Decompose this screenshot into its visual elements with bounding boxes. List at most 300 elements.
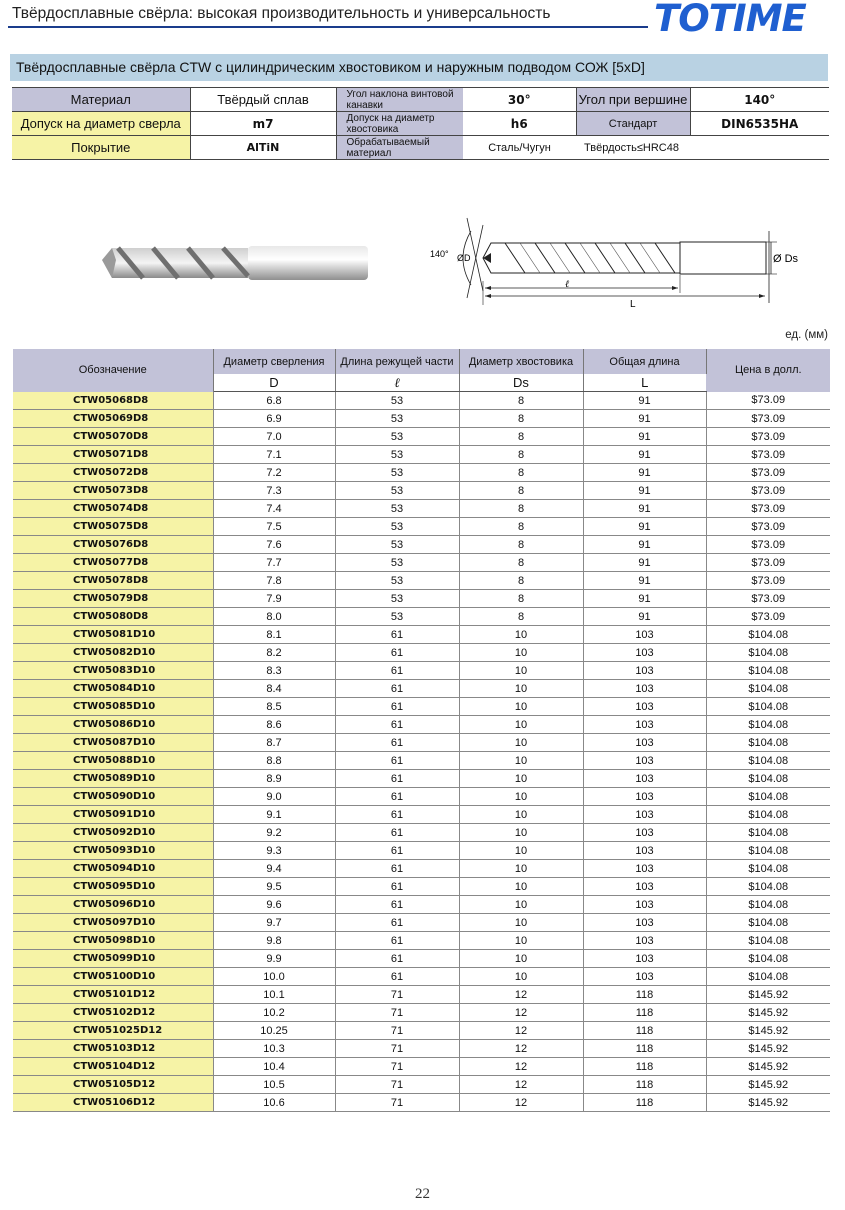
- total-length-cell: 103: [583, 752, 706, 770]
- table-row: [13, 410, 830, 428]
- drill-diameter-cell: 9.8: [213, 932, 335, 950]
- material-value: Твёрдый сплав: [190, 88, 336, 112]
- price-cell: $73.09: [706, 554, 830, 572]
- section-title: Твёрдосплавные свёрла CTW с цилиндрическим хвостовиком и наружным подводом СОЖ [5xD]: [16, 59, 645, 75]
- shank-diameter-cell: 10: [459, 806, 583, 824]
- header-rule: [8, 26, 648, 28]
- header-price: Цена в долл.: [706, 349, 830, 392]
- header-total-length: Общая длина: [583, 349, 706, 374]
- product-code-cell: CTW05068D8: [13, 392, 213, 410]
- header-cut-length: Длина режущей части: [335, 349, 459, 374]
- drill-diameter-cell: 8.3: [213, 662, 335, 680]
- cut-length-cell: 53: [335, 572, 459, 590]
- shank-diameter-cell: 10: [459, 788, 583, 806]
- symbol-total-l: L: [583, 374, 706, 392]
- shank-diameter-cell: 10: [459, 932, 583, 950]
- shank-diameter-cell: 8: [459, 464, 583, 482]
- product-code-cell: CTW05099D10: [13, 950, 213, 968]
- product-code-cell: CTW05104D12: [13, 1058, 213, 1076]
- cut-length-cell: 71: [335, 1004, 459, 1022]
- cut-length-cell: 53: [335, 500, 459, 518]
- product-code-cell: CTW05106D12: [13, 1094, 213, 1112]
- shank-diameter-cell: 10: [459, 662, 583, 680]
- page-number: 22: [415, 1186, 430, 1202]
- shank-diameter-cell: 10: [459, 842, 583, 860]
- drill-diameter-cell: 7.2: [213, 464, 335, 482]
- price-cell: $145.92: [706, 1040, 830, 1058]
- cut-length-cell: 71: [335, 1094, 459, 1112]
- drill-diameter-cell: 9.5: [213, 878, 335, 896]
- table-row: [13, 428, 830, 446]
- table-row: [13, 770, 830, 788]
- helix-value: 30°: [463, 88, 576, 112]
- drill-diameter-cell: 8.8: [213, 752, 335, 770]
- shank-diameter-cell: 10: [459, 734, 583, 752]
- table-row: [13, 500, 830, 518]
- price-cell: $104.08: [706, 824, 830, 842]
- price-cell: $73.09: [706, 446, 830, 464]
- total-length-cell: 118: [583, 986, 706, 1004]
- product-code-cell: CTW05080D8: [13, 608, 213, 626]
- total-length-cell: 91: [583, 428, 706, 446]
- total-length-cell: 103: [583, 698, 706, 716]
- shank-diameter-cell: 8: [459, 446, 583, 464]
- workpiece-label: Обрабатываемый материал: [336, 136, 463, 160]
- drill-diameter-cell: 10.25: [213, 1022, 335, 1040]
- table-row: [13, 644, 830, 662]
- table-row: [13, 752, 830, 770]
- total-length-text: L: [630, 299, 636, 310]
- product-code-cell: CTW05084D10: [13, 680, 213, 698]
- standard-value: DIN6535HA: [690, 112, 829, 136]
- drill-diameter-cell: 7.6: [213, 536, 335, 554]
- price-cell: $73.09: [706, 590, 830, 608]
- cut-length-cell: 61: [335, 662, 459, 680]
- product-code-cell: CTW05086D10: [13, 716, 213, 734]
- header-designation: Обозначение: [13, 349, 213, 392]
- product-code-cell: CTW05089D10: [13, 770, 213, 788]
- product-code-cell: CTW05078D8: [13, 572, 213, 590]
- drill-diameter-cell: 7.4: [213, 500, 335, 518]
- shank-diameter-cell: 10: [459, 680, 583, 698]
- total-length-cell: 91: [583, 392, 706, 410]
- product-code-cell: CTW05071D8: [13, 446, 213, 464]
- table-row: [13, 518, 830, 536]
- table-row: [13, 446, 830, 464]
- svg-text:TOTIME: TOTIME: [654, 0, 806, 34]
- shank-diameter-cell: 8: [459, 410, 583, 428]
- product-code-cell: CTW05075D8: [13, 518, 213, 536]
- point-angle-label: Угол при вершине: [576, 88, 690, 112]
- table-row: [13, 626, 830, 644]
- product-code-cell: CTW05088D10: [13, 752, 213, 770]
- drill-diameter-cell: 10.3: [213, 1040, 335, 1058]
- table-row: [13, 860, 830, 878]
- cut-length-cell: 61: [335, 950, 459, 968]
- drill-photo: [98, 240, 378, 289]
- price-cell: $104.08: [706, 680, 830, 698]
- price-cell: $104.08: [706, 950, 830, 968]
- price-cell: $104.08: [706, 860, 830, 878]
- product-code-cell: CTW05070D8: [13, 428, 213, 446]
- header-shank: Диаметр хвостовика: [459, 349, 583, 374]
- table-row: [13, 824, 830, 842]
- table-row: [13, 878, 830, 896]
- cut-length-cell: 53: [335, 446, 459, 464]
- table-row: [13, 932, 830, 950]
- point-angle-value: 140°: [690, 88, 829, 112]
- shank-diameter-cell: 12: [459, 986, 583, 1004]
- total-length-cell: 91: [583, 500, 706, 518]
- shank-tolerance-label: Допуск на диаметр хвостовика: [336, 112, 463, 136]
- material-label: Материал: [12, 88, 190, 112]
- shank-diameter-cell: 10: [459, 644, 583, 662]
- drill-diameter-cell: 8.5: [213, 698, 335, 716]
- cut-length-cell: 61: [335, 770, 459, 788]
- shank-diameter-cell: 8: [459, 572, 583, 590]
- total-length-cell: 91: [583, 572, 706, 590]
- price-cell: $104.08: [706, 842, 830, 860]
- cut-length-cell: 71: [335, 1058, 459, 1076]
- drill-diameter-cell: 9.7: [213, 914, 335, 932]
- table-row: [13, 806, 830, 824]
- cut-length-cell: 53: [335, 482, 459, 500]
- workpiece-value: Сталь/Чугун: [463, 136, 576, 160]
- table-row: [13, 572, 830, 590]
- table-row: [13, 842, 830, 860]
- total-length-cell: 118: [583, 1022, 706, 1040]
- total-length-cell: 103: [583, 716, 706, 734]
- drill-diameter-cell: 9.1: [213, 806, 335, 824]
- price-cell: $73.09: [706, 608, 830, 626]
- product-code-cell: CTW05101D12: [13, 986, 213, 1004]
- section-title-bar: [10, 54, 828, 81]
- price-cell: $145.92: [706, 1058, 830, 1076]
- price-cell: $73.09: [706, 392, 830, 410]
- drill-diameter-cell: 9.9: [213, 950, 335, 968]
- product-code-cell: CTW05079D8: [13, 590, 213, 608]
- price-cell: $145.92: [706, 1022, 830, 1040]
- table-row: [13, 1040, 830, 1058]
- cut-length-cell: 61: [335, 680, 459, 698]
- drill-diameter-cell: 6.9: [213, 410, 335, 428]
- table-row: [13, 1004, 830, 1022]
- drill-diameter-cell: 7.5: [213, 518, 335, 536]
- table-row: [13, 986, 830, 1004]
- shank-diameter-cell: 12: [459, 1094, 583, 1112]
- product-code-cell: CTW05097D10: [13, 914, 213, 932]
- symbol-l: ℓ: [335, 374, 459, 392]
- cut-length-cell: 61: [335, 932, 459, 950]
- total-length-cell: 103: [583, 788, 706, 806]
- cut-length-cell: 61: [335, 626, 459, 644]
- table-row: [13, 554, 830, 572]
- shank-diameter-cell: 10: [459, 716, 583, 734]
- total-length-cell: 91: [583, 446, 706, 464]
- table-row: [13, 698, 830, 716]
- drill-diameter-cell: 7.3: [213, 482, 335, 500]
- cut-length-cell: 61: [335, 806, 459, 824]
- total-length-cell: 103: [583, 680, 706, 698]
- cut-length-cell: 53: [335, 410, 459, 428]
- cut-length-cell: 53: [335, 590, 459, 608]
- total-length-cell: 91: [583, 608, 706, 626]
- hardness-value: Твёрдость≤HRC48: [576, 136, 829, 160]
- shank-diameter-cell: 8: [459, 590, 583, 608]
- shank-diameter-cell: 10: [459, 824, 583, 842]
- drill-diameter-cell: 8.6: [213, 716, 335, 734]
- product-code-cell: CTW05095D10: [13, 878, 213, 896]
- cut-length-cell: 61: [335, 644, 459, 662]
- product-table: [13, 349, 830, 1112]
- table-row: [13, 590, 830, 608]
- drill-diameter-cell: 8.1: [213, 626, 335, 644]
- drill-diameter-cell: 10.2: [213, 1004, 335, 1022]
- product-code-cell: CTW05072D8: [13, 464, 213, 482]
- drill-diameter-cell: 6.8: [213, 392, 335, 410]
- cut-length-cell: 61: [335, 896, 459, 914]
- price-cell: $73.09: [706, 536, 830, 554]
- drill-tolerance-label: Допуск на диаметр сверла: [12, 112, 190, 136]
- table-row: [13, 482, 830, 500]
- drill-diameter-cell: 10.6: [213, 1094, 335, 1112]
- total-length-cell: 103: [583, 662, 706, 680]
- price-cell: $73.09: [706, 500, 830, 518]
- price-cell: $104.08: [706, 716, 830, 734]
- table-row: [13, 464, 830, 482]
- total-length-cell: 103: [583, 860, 706, 878]
- price-cell: $73.09: [706, 410, 830, 428]
- price-cell: $104.08: [706, 626, 830, 644]
- total-length-cell: 91: [583, 482, 706, 500]
- product-code-cell: CTW05103D12: [13, 1040, 213, 1058]
- price-cell: $73.09: [706, 464, 830, 482]
- drill-diameter-cell: 7.0: [213, 428, 335, 446]
- point-angle-text: 140°: [430, 249, 449, 259]
- shank-diameter-cell: 8: [459, 536, 583, 554]
- cut-length-cell: 53: [335, 392, 459, 410]
- table-row: [13, 1058, 830, 1076]
- cut-length-text: ℓ: [565, 279, 570, 290]
- shank-diameter-cell: 10: [459, 878, 583, 896]
- product-code-cell: CTW05083D10: [13, 662, 213, 680]
- price-cell: $145.92: [706, 1094, 830, 1112]
- product-code-cell: CTW05073D8: [13, 482, 213, 500]
- product-code-cell: CTW05098D10: [13, 932, 213, 950]
- total-length-cell: 103: [583, 734, 706, 752]
- units-note: ед. (мм): [785, 329, 828, 341]
- product-code-cell: CTW05069D8: [13, 410, 213, 428]
- price-cell: $104.08: [706, 968, 830, 986]
- cut-length-cell: 71: [335, 1022, 459, 1040]
- cut-length-cell: 53: [335, 518, 459, 536]
- cut-length-cell: 61: [335, 968, 459, 986]
- cut-length-cell: 53: [335, 464, 459, 482]
- table-row: [13, 392, 830, 410]
- drill-diameter-cell: 7.7: [213, 554, 335, 572]
- cut-length-cell: 61: [335, 698, 459, 716]
- table-row: [13, 1022, 830, 1040]
- total-length-cell: 91: [583, 464, 706, 482]
- shank-diameter-cell: 10: [459, 752, 583, 770]
- shank-diameter-cell: 10: [459, 698, 583, 716]
- drill-technical-drawing: [425, 213, 825, 318]
- total-length-cell: 91: [583, 590, 706, 608]
- product-code-cell: CTW05085D10: [13, 698, 213, 716]
- table-row: [13, 680, 830, 698]
- symbol-ds: Ds: [459, 374, 583, 392]
- drill-diameter-cell: 7.1: [213, 446, 335, 464]
- cut-length-cell: 61: [335, 734, 459, 752]
- total-length-cell: 103: [583, 626, 706, 644]
- shank-diameter-text: Ø Ds: [773, 253, 799, 265]
- shank-diameter-cell: 8: [459, 554, 583, 572]
- table-row: [13, 1076, 830, 1094]
- spec-table: [12, 87, 829, 160]
- product-code-cell: CTW05105D12: [13, 1076, 213, 1094]
- product-code-cell: CTW05094D10: [13, 860, 213, 878]
- shank-diameter-cell: 8: [459, 518, 583, 536]
- drill-diameter-cell: 8.4: [213, 680, 335, 698]
- price-cell: $73.09: [706, 428, 830, 446]
- total-length-cell: 103: [583, 644, 706, 662]
- table-row: [13, 896, 830, 914]
- drill-diameter-cell: 9.6: [213, 896, 335, 914]
- cut-length-cell: 61: [335, 752, 459, 770]
- price-cell: $104.08: [706, 770, 830, 788]
- drill-diameter-cell: 9.0: [213, 788, 335, 806]
- coating-label: Покрытие: [12, 136, 190, 160]
- shank-diameter-cell: 8: [459, 392, 583, 410]
- cut-length-cell: 53: [335, 428, 459, 446]
- price-cell: $145.92: [706, 1076, 830, 1094]
- product-code-cell: CTW05087D10: [13, 734, 213, 752]
- drill-diameter-cell: 8.9: [213, 770, 335, 788]
- drill-diameter-cell: 8.7: [213, 734, 335, 752]
- drill-diameter-cell: 10.1: [213, 986, 335, 1004]
- cut-length-cell: 61: [335, 824, 459, 842]
- product-code-cell: CTW05092D10: [13, 824, 213, 842]
- cut-length-cell: 53: [335, 536, 459, 554]
- table-row: [13, 734, 830, 752]
- drill-diameter-cell: 7.9: [213, 590, 335, 608]
- cut-length-cell: 61: [335, 788, 459, 806]
- price-cell: $73.09: [706, 572, 830, 590]
- symbol-d: D: [213, 374, 335, 392]
- product-code-cell: CTW051025D12: [13, 1022, 213, 1040]
- header-diameter: Диаметр сверления: [213, 349, 335, 374]
- total-length-cell: 91: [583, 410, 706, 428]
- page-header-title: Твёрдосплавные свёрла: высокая производительность и универсальность: [12, 5, 551, 22]
- total-length-cell: 103: [583, 932, 706, 950]
- table-row: [13, 608, 830, 626]
- price-cell: $104.08: [706, 878, 830, 896]
- price-cell: $104.08: [706, 788, 830, 806]
- product-code-cell: CTW05100D10: [13, 968, 213, 986]
- price-cell: $145.92: [706, 1004, 830, 1022]
- shank-diameter-cell: 10: [459, 626, 583, 644]
- drill-diameter-cell: 7.8: [213, 572, 335, 590]
- shank-diameter-cell: 10: [459, 950, 583, 968]
- price-cell: $104.08: [706, 914, 830, 932]
- cut-length-cell: 71: [335, 1076, 459, 1094]
- total-length-cell: 118: [583, 1040, 706, 1058]
- cut-length-cell: 71: [335, 986, 459, 1004]
- total-length-cell: 103: [583, 842, 706, 860]
- product-code-cell: CTW05076D8: [13, 536, 213, 554]
- shank-diameter-cell: 10: [459, 914, 583, 932]
- total-length-cell: 103: [583, 968, 706, 986]
- table-row: [13, 914, 830, 932]
- total-length-cell: 91: [583, 518, 706, 536]
- table-row: [13, 968, 830, 986]
- shank-diameter-cell: 8: [459, 500, 583, 518]
- price-cell: $104.08: [706, 752, 830, 770]
- shank-diameter-cell: 12: [459, 1058, 583, 1076]
- product-code-cell: CTW05074D8: [13, 500, 213, 518]
- shank-diameter-cell: 8: [459, 608, 583, 626]
- product-code-cell: CTW05102D12: [13, 1004, 213, 1022]
- cut-length-cell: 53: [335, 554, 459, 572]
- totime-logo-graphic: [650, 0, 830, 34]
- cut-length-cell: 71: [335, 1040, 459, 1058]
- cut-length-cell: 61: [335, 914, 459, 932]
- table-row: [13, 950, 830, 968]
- shank-diameter-cell: 12: [459, 1040, 583, 1058]
- shank-diameter-cell: 12: [459, 1004, 583, 1022]
- total-length-cell: 103: [583, 950, 706, 968]
- total-length-cell: 103: [583, 878, 706, 896]
- total-length-cell: 91: [583, 536, 706, 554]
- total-length-cell: 91: [583, 554, 706, 572]
- table-row: [13, 536, 830, 554]
- price-cell: $104.08: [706, 896, 830, 914]
- total-length-cell: 103: [583, 896, 706, 914]
- price-cell: $104.08: [706, 662, 830, 680]
- drill-diameter-cell: 9.4: [213, 860, 335, 878]
- brand-logo: [650, 0, 830, 34]
- shank-diameter-cell: 10: [459, 860, 583, 878]
- product-code-cell: CTW05096D10: [13, 896, 213, 914]
- product-code-cell: CTW05091D10: [13, 806, 213, 824]
- price-cell: $73.09: [706, 518, 830, 536]
- drill-diameter-cell: 8.0: [213, 608, 335, 626]
- standard-label: Стандарт: [576, 112, 690, 136]
- product-code-cell: CTW05077D8: [13, 554, 213, 572]
- shank-diameter-cell: 10: [459, 968, 583, 986]
- drill-diameter-cell: 9.2: [213, 824, 335, 842]
- drill-diameter-cell: 10.0: [213, 968, 335, 986]
- total-length-cell: 103: [583, 806, 706, 824]
- total-length-cell: 103: [583, 770, 706, 788]
- shank-diameter-cell: 10: [459, 896, 583, 914]
- cut-length-cell: 61: [335, 716, 459, 734]
- coating-value: AlTiN: [190, 136, 336, 160]
- price-cell: $145.92: [706, 986, 830, 1004]
- cut-length-cell: 61: [335, 860, 459, 878]
- shank-tolerance-value: h6: [463, 112, 576, 136]
- shank-diameter-cell: 12: [459, 1022, 583, 1040]
- product-code-cell: CTW05081D10: [13, 626, 213, 644]
- price-cell: $104.08: [706, 806, 830, 824]
- price-cell: $104.08: [706, 698, 830, 716]
- total-length-cell: 103: [583, 914, 706, 932]
- table-row: [13, 716, 830, 734]
- price-cell: $104.08: [706, 734, 830, 752]
- total-length-cell: 103: [583, 824, 706, 842]
- total-length-cell: 118: [583, 1058, 706, 1076]
- product-code-cell: CTW05090D10: [13, 788, 213, 806]
